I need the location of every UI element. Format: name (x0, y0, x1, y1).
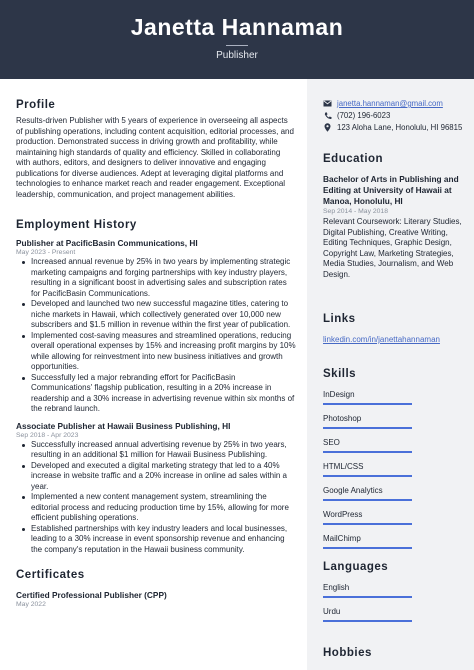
phone-icon (323, 111, 332, 120)
skill-level-bar (323, 499, 412, 501)
main-column (16, 79, 296, 608)
job-bullet: Developed and launched two new successful magazine titles, catering to niche markets in Hawaii, which collectively generated over 10,000 new subscribers and $1.5 million in revenue within the first year of publication. (16, 299, 296, 331)
job-bullet: Increased annual revenue by 25% in two years by implementing strategic marketing campaigns and forging partnerships with key industry players, resulting in a significant boost in advertising sales and subscription rates for PacificBasin Communications. (16, 257, 296, 299)
language-item (323, 583, 463, 598)
phone-number: (702) 196-6023 (337, 111, 391, 120)
skills-block (323, 368, 463, 558)
skill-name: Google Analytics (323, 486, 383, 495)
skill-item (323, 462, 463, 477)
employment-heading: Employment History (16, 219, 137, 231)
skill-level-fill (323, 451, 412, 453)
language-level-bar (323, 596, 412, 598)
languages-list (323, 583, 463, 622)
language-name: Urdu (323, 607, 341, 616)
skill-item (323, 390, 463, 405)
links-heading: Links (323, 313, 356, 325)
skill-name: SEO (323, 438, 340, 447)
job-bullet: Established partnerships with key industry leaders and local businesses, leading to a 30% increase in event sponsorship revenue and enhancing the company's reputation in the Hawaii business community. (16, 524, 296, 556)
certificate-date: May 2022 (16, 601, 46, 608)
skill-item (323, 438, 463, 453)
job-bullets (16, 440, 296, 556)
skills-heading: Skills (323, 368, 357, 380)
skill-name: WordPress (323, 510, 363, 519)
contact-email-row (323, 98, 463, 109)
skill-item (323, 510, 463, 525)
job-entry-date: Sep 2018 - Apr 2023 (16, 431, 79, 439)
skill-level-bar (323, 523, 412, 525)
language-level-fill (323, 596, 412, 598)
languages-heading: Languages (323, 561, 389, 573)
skills-list (323, 390, 463, 549)
education-heading: Education (323, 153, 384, 165)
skill-level-fill (323, 499, 412, 501)
job-title: Publisher (216, 50, 258, 61)
skill-level-bar (323, 427, 412, 429)
skill-name: HTML/CSS (323, 462, 364, 471)
skill-level-fill (323, 523, 412, 525)
job-bullet: Successfully led a major rebranding effort for PacificBasin Communications' flagship publication, resulting in a 20% increase in readership and a 30% increase in advertising revenue within six months of the rebrand launch. (16, 373, 296, 415)
profile-heading: Profile (16, 99, 56, 111)
job-bullet: Successfully increased annual advertising revenue by 25% in two years, resulting in an additional $1 million for Hawaii Business Publishing. (16, 440, 296, 461)
certificate-entry (16, 590, 296, 608)
skill-level-fill (323, 403, 412, 405)
profile-text: Results-driven Publisher with 5 years of experience in overseeing all aspects of publishing operations, including content acquisition, editorial processes, and production. Demonstrated success in driving growth and profitability, while maintaining high standards of quality and efficiency. Skilled in collaborating with authors, editors, and designers to deliver innovative and engaging publications for diverse audiences. Adept at leveraging digital platforms and technologies to enhance market reach and reader engagement. Exceptional leadership, communication, and project management abilities. (16, 116, 294, 199)
linkedin-link[interactable]: linkedin.com/in/janettahannaman (323, 335, 440, 344)
envelope-icon (323, 99, 332, 108)
job-entry-title: Publisher at PacificBasin Communications, HI (16, 238, 198, 248)
email-link[interactable]: janetta.hannaman@gmail.com (337, 99, 443, 108)
language-item (323, 607, 463, 622)
location-pin-icon (323, 123, 332, 132)
skill-name: InDesign (323, 390, 355, 399)
skill-level-fill (323, 427, 412, 429)
certificate-title: Certified Professional Publisher (CPP) (16, 590, 167, 600)
hobbies-block (323, 647, 463, 659)
skill-item (323, 534, 463, 549)
skill-level-fill (323, 475, 412, 477)
education-degree: Bachelor of Arts in Publishing and Editing at University of Hawaii at Manoa, Honolulu, HI (323, 174, 459, 206)
job-entry-date: May 2023 - Present (16, 249, 76, 256)
address: 123 Aloha Lane, Honolulu, HI 96815 (337, 123, 463, 132)
job-entry (16, 238, 296, 415)
resume-header (0, 0, 474, 79)
skill-item (323, 486, 463, 501)
skill-level-bar (323, 475, 412, 477)
contact-phone-row (323, 110, 463, 121)
job-bullets (16, 257, 296, 415)
skill-level-bar (323, 451, 412, 453)
sidebar (307, 79, 474, 670)
skill-name: MailChimp (323, 534, 361, 543)
education-block (323, 153, 463, 280)
certificates-heading: Certificates (16, 569, 85, 581)
education-coursework: Relevant Coursework: Literary Studies, Digital Publishing, Creative Writing, Editing Techniques, Graphic Design, Copyright Law, Marketing Strategies, Media Studies, Journalism, and Web Design. (323, 217, 462, 279)
skill-item (323, 414, 463, 429)
languages-block (323, 561, 463, 631)
job-bullet: Implemented a new content management system, streamlining the editorial process and reducing production time by 15%, allowing for more efficient publishing operations. (16, 492, 296, 524)
links-block (323, 313, 463, 344)
job-entry-title: Associate Publisher at Hawaii Business Publishing, HI (16, 420, 231, 431)
language-level-bar (323, 620, 412, 622)
skill-level-bar (323, 403, 412, 405)
language-name: English (323, 583, 350, 592)
job-entry (16, 421, 296, 556)
skill-name: Photoshop (323, 414, 362, 423)
contact-address-row (323, 122, 463, 133)
job-bullet: Developed and executed a digital marketing strategy that led to a 40% increase in website traffic and a 20% increase in online ad sales within a year. (16, 461, 296, 493)
job-bullet: Implemented cost-saving measures and streamlined operations, reducing overall operational expenses by 15% and increasing profit margins by 10% while allowing for reinvestment into new business initiatives and growth opportunities. (16, 331, 296, 373)
education-date: Sep 2014 - May 2018 (323, 208, 388, 215)
candidate-name: Janetta Hannaman (130, 14, 344, 40)
skill-level-bar (323, 547, 412, 549)
header-divider (226, 45, 248, 46)
contact-block (323, 98, 463, 133)
language-level-fill (323, 620, 412, 622)
hobbies-heading: Hobbies (323, 647, 372, 659)
skill-level-fill (323, 547, 412, 549)
